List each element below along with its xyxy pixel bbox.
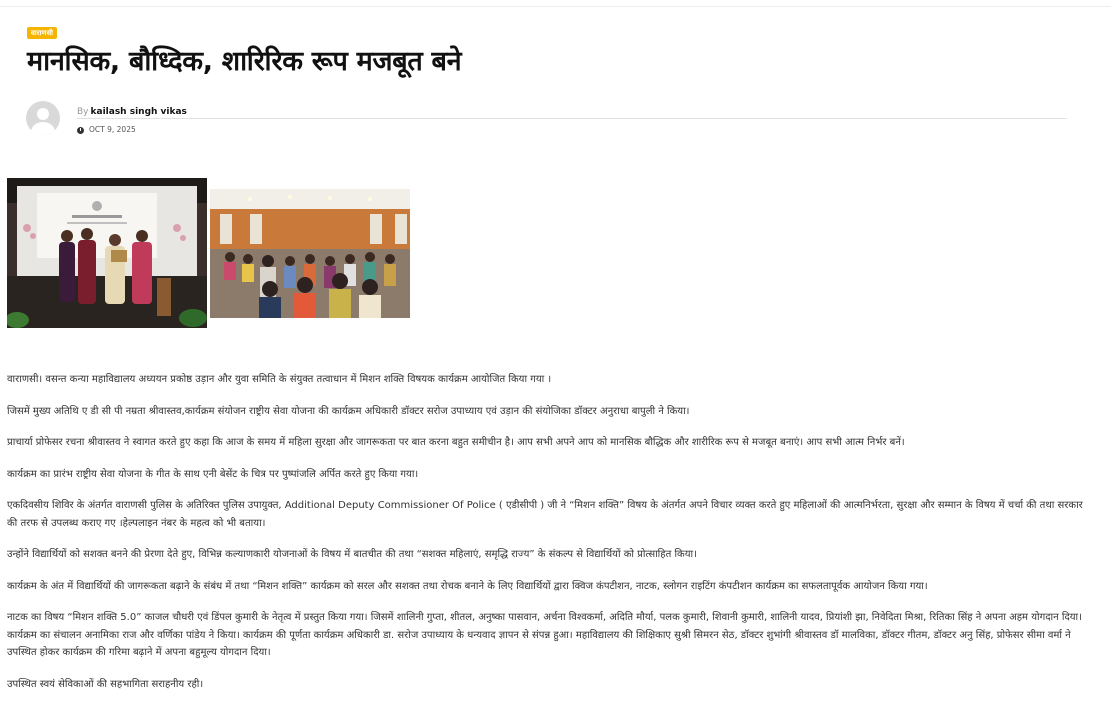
article-photo-award[interactable] xyxy=(7,178,207,328)
clock-icon xyxy=(77,127,84,134)
author-byline xyxy=(77,106,187,118)
paragraph: वाराणसी। वसन्त कन्या महाविद्यालय अध्ययन प्रकोष्ठ उड़ान और युवा समिति के संयुक्त तत्वाधान में मिशन शक्ति विषयक कार्यक्रम आयोजित किया गया । xyxy=(7,374,552,385)
paragraph: कार्यक्रम के अंत में विद्यार्थियों की जागरूकता बढ़ाने के संबंध में तथा “मिशन शक्ति” कार्यक्रम को सरल और सशक्त तथा रोचक बनाने के लिए विद्यार्थियों द्वारा क्विज कंपटीशन, नाटक, स्लोगन राइटिंग कंपटीशन कार्यक्रम का सफलतापूर्वक आयोजन किया गया। xyxy=(7,580,928,592)
paragraph: नाटक का विषय “मिशन शक्ति 5.0” काजल चौधरी एवं डिंपल कुमारी के नेतृत्व में प्रस्तुत किया गया। जिसमें शालिनी गुप्ता, शीतल, अनुष्का पासवान, अर्चना विश्वकर्मा, अदिति मौर्या, पलक कुमारी, शिवानी कुमारी, शालिनी यादव, प्रियांशी झा, निवेदिता मिश्रा, रितिका सिंह ने अपना अहम योगदान दिया।कार्यक्रम का संचालन अनामिका राज और वर्णिका पांडेय ने किया। कार्यक्रम की पूर्णता कार्यक्रम अधिकारी डा. सरोज उपाध्याय के धन्यवाद ज्ञापन से संपन्न हुआ। महाविद्यालय की शिक्षिकाए सुश्री सिमरन सेठ, डॉक्टर शुभांगी श्रीवास्तव डॉ मालविका, डॉक्टर गीतम, डॉक्टर अनु सिंह, प्रोफेसर सीमा वर्मा ने उपस्थित होकर कार्यक्रम की गरिमा बढ़ाने में अपना बहुमूल्य योगदान दिया। xyxy=(7,612,1082,658)
author-divider xyxy=(77,118,1067,119)
paragraph: प्राचार्या प्रोफेसर रचना श्रीवास्तव ने स्वागत करते हुए कहा कि आज के समय में महिला सुरक्षा और जागरूकता पर बात करना बहुत समीचीन है। आप सभी अपने आप को मानसिक बौद्धिक और शारीरिक रूप से मजबूत बनाएं। आप सभी आत्म निर्भर बनें। xyxy=(7,437,905,448)
audience-photo-image xyxy=(210,189,410,318)
article-title: मानसिक, बौध्दिक, शारिरिक रूप मजबूत बने xyxy=(27,46,462,77)
header-divider xyxy=(0,6,1111,7)
avatar-body-shape xyxy=(31,122,55,135)
category-badge[interactable]: वाराणसी xyxy=(27,27,57,39)
paragraph: कार्यक्रम का प्रारंभ राष्ट्रीय सेवा योजना के गीत के साथ एनी बेसेंट के चित्र पर पुष्पांजलि अर्पित करते हुए किया गया। xyxy=(7,468,419,480)
author-prefix: By xyxy=(77,107,89,117)
author-link[interactable]: kailash singh vikas xyxy=(90,107,187,117)
publish-date-text: OCT 9, 2025 xyxy=(89,125,136,134)
user-avatar-icon[interactable] xyxy=(26,101,60,135)
avatar-head-shape xyxy=(37,108,49,120)
paragraph: एकदिवसीय शिविर के अंतर्गत वाराणसी पुलिस के अतिरिक्त पुलिस उपायुक्त, Additional Deputy Commissioner Of Police ( एडीसीपी ) जी ने “मिशन शक्ति” विषय के अंतर्गत अपने विचार व्यक्त करते हुए महिलाओं की आत्मनिर्भरता, सुरक्षा और सम्मान के विषय में चर्चा की तथा सरकार की तरफ से उपलब्ध कराए गए ।हेल्पलाइन नंबर के महत्व को भी बताया। xyxy=(7,500,1083,529)
article-photo-audience[interactable] xyxy=(210,189,410,318)
award-photo-image xyxy=(7,178,207,328)
paragraph: उपस्थित स्वयं सेविकाओं की सहभागिता सराहनीय रही। xyxy=(7,678,204,690)
paragraph: उन्होंने विद्यार्थियों को सशक्त बनने की प्रेरणा देते हुए, विभिन्न कल्याणकारी योजनाओं के विषय में बातचीत की तथा “सशक्त महिलाएं, समृद्धि राज्य” के संकल्प से विद्यार्थियों को प्रोत्साहित किया। xyxy=(7,549,697,560)
paragraph: जिसमें मुख्य अतिथि ए डी सी पी नम्रता श्रीवास्तव,कार्यक्रम संयोजन राष्ट्रीय सेवा योजना की कार्यक्रम अधिकारी डॉक्टर सरोज उपाध्याय एवं उड़ान की संयोजिका डॉक्टर अनुराधा बापुली ने किया। xyxy=(7,405,690,417)
article-body xyxy=(7,371,1087,707)
publish-date xyxy=(77,125,136,135)
